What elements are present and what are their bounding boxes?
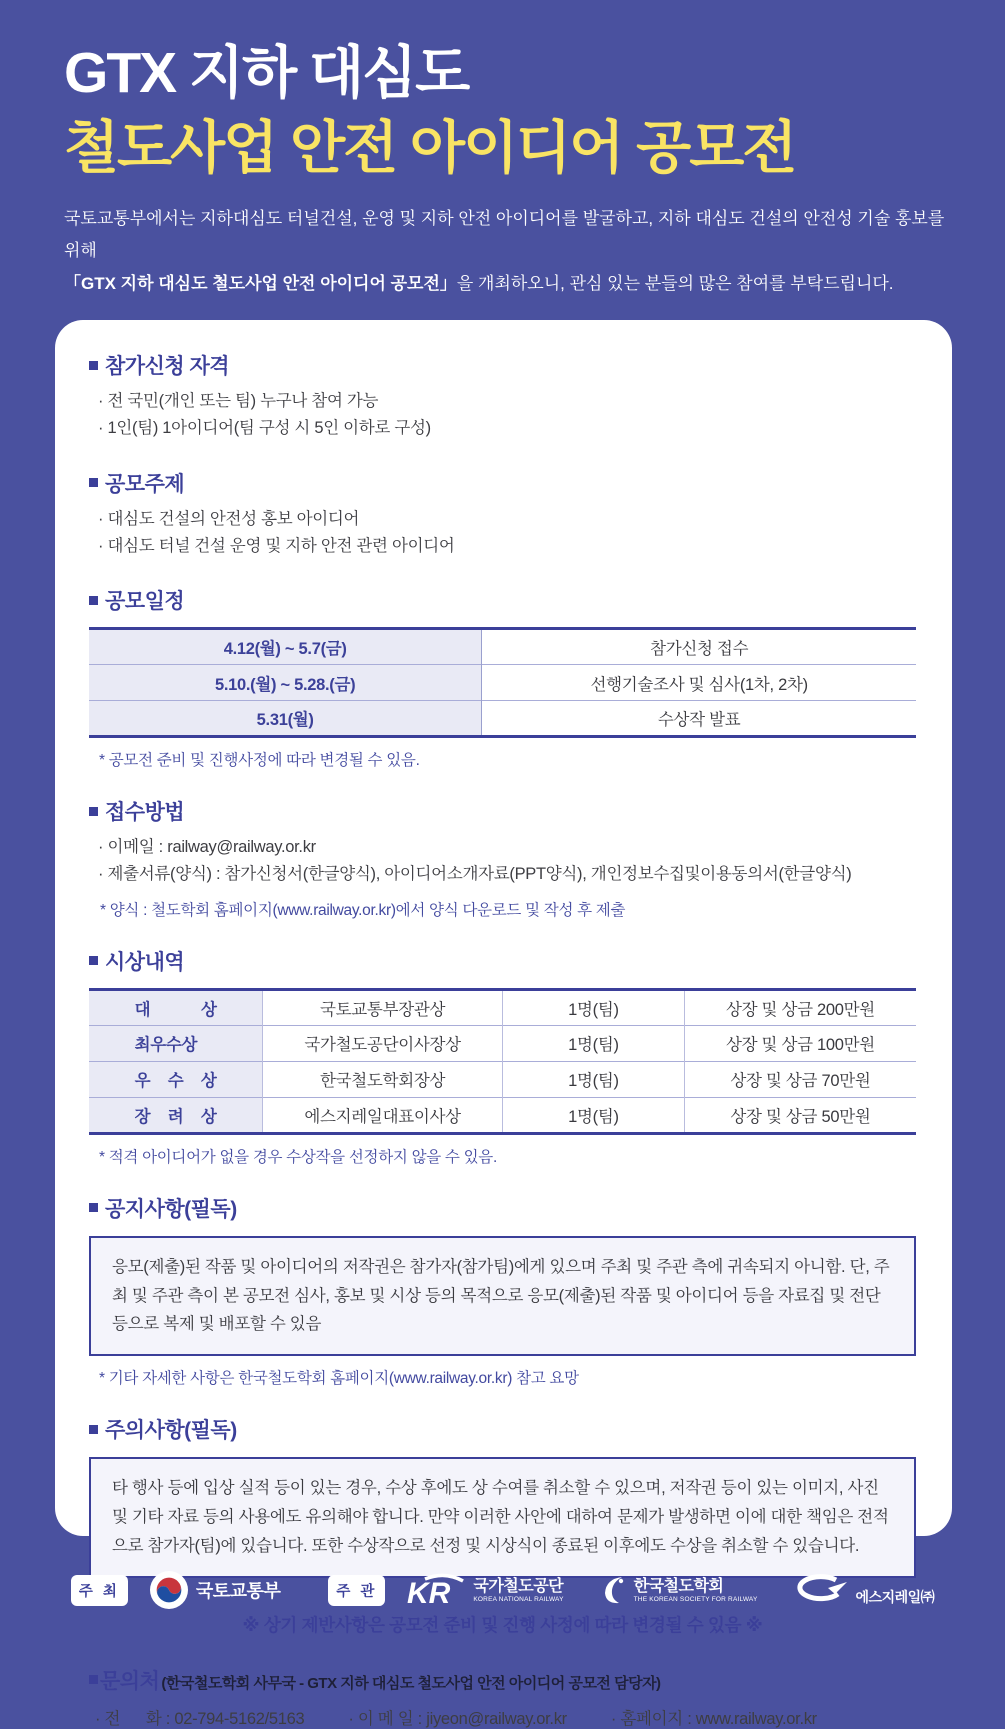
list-item: · 대심도 건설의 안전성 홍보 아이디어 [98, 509, 360, 528]
section-title: 참가신청 자격 [105, 355, 230, 379]
award-prize-cell: 상장 및 상금 100만원 [684, 1025, 916, 1061]
sgrail-logo-label: 에스지레일㈜ [855, 1589, 935, 1606]
section-notice [89, 1193, 916, 1389]
section-title: 공모일정 [105, 590, 185, 614]
square-bullet-icon [89, 1203, 98, 1212]
award-name-cell: 국토교통부장관상 [263, 989, 503, 1025]
poster-title-line2: 철도사업 안전 아이디어 공모전 [64, 116, 796, 181]
list-item: · 대심도 터널 건설 운영 및 지하 안전 관련 아이디어 [98, 536, 455, 555]
schedule-date-cell: 5.10.(월) ~ 5.28.(금) [89, 665, 482, 701]
contact-website: · 홈페이지 : www.railway.or.kr [610, 1709, 817, 1728]
section-title: 주의사항(필독) [105, 1419, 237, 1443]
square-bullet-icon [89, 596, 98, 605]
description-line1: 국토교통부에서는 지하대심도 터널건설, 운영 및 지하 안전 아이디어를 발굴하고, 지하 대심도 건설의 안전성 기술 홍보를 위해 [64, 208, 945, 261]
notice-box: 응모(제출)된 작품 및 아이디어의 저작권은 참가자(참가팀)에게 있으며 주최 및 주관 측에 귀속되지 아니함. 단, 주최 및 주관 측이 본 공모전 심사, 홍보 및 시상 등의 목적으로 응모(제출)된 작품 및 아이디어 등을 자료집 및 전단 등으로 복제 및 배포할 수 있음 [89, 1236, 916, 1357]
notice-note: * 기타 자세한 사항은 한국철도학회 홈페이지(www.railway.or.kr) 참고 요망 [99, 1370, 579, 1388]
award-count-cell: 1명(팀) [502, 1025, 684, 1061]
award-rank-cell: 우 수 상 [89, 1061, 263, 1097]
section-schedule-header [89, 585, 916, 615]
section-topic-header [89, 468, 916, 498]
list-item: · 1인(팀) 1아이디어(팀 구성 시 5인 이하로 구성) [98, 419, 431, 438]
table-row [89, 701, 916, 737]
table-row [89, 629, 916, 665]
table-row [89, 1097, 916, 1133]
award-name-cell: 국가철도공단이사장상 [263, 1025, 503, 1061]
sg-rail-logo-icon [790, 1573, 848, 1607]
square-bullet-icon [89, 361, 98, 370]
knr-logo [407, 1572, 564, 1611]
section-title: 시상내역 [105, 950, 185, 974]
award-count-cell: 1명(팀) [502, 1061, 684, 1097]
section-schedule [89, 585, 916, 770]
submission-note: * 양식 : 철도학회 홈페이지(www.railway.or.kr)에서 양식 다운로드 및 작성 후 제출 [100, 901, 626, 919]
section-awards [89, 946, 916, 1167]
ksr-bird-logo-icon [600, 1573, 626, 1607]
schedule-note: * 공모전 준비 및 진행사정에 따라 변경될 수 있음. [99, 752, 420, 770]
award-prize-cell: 상장 및 상금 70만원 [684, 1061, 916, 1097]
submission-documents: · 제출서류(양식) : 참가신청서(한글양식), 아이디어소개자료(PPT양식), 개인정보수집및이용동의서(한글양식) [98, 865, 852, 883]
change-disclaimer: ※ 상기 제반사항은 공모전 준비 및 진행 사정에 따라 변경될 수 있음 ※ [242, 1614, 763, 1635]
table-row [89, 1061, 916, 1097]
poster-header [0, 0, 1005, 300]
section-submission-header [89, 796, 916, 826]
section-eligibility-header [89, 350, 916, 380]
organizer-badge: 주 관 [328, 1575, 385, 1606]
contact-header [89, 1665, 916, 1695]
submission-email: · 이메일 : railway@railway.or.kr [98, 838, 316, 857]
description-line2-bold: 「GTX 지하 대심도 철도사업 안전 아이디어 공모전」 [64, 273, 457, 293]
contact-details [95, 1705, 916, 1729]
section-notice-header [89, 1193, 916, 1223]
table-row [89, 1025, 916, 1061]
award-count-cell: 1명(팀) [502, 1097, 684, 1133]
ksr-logo-subtext: THE KOREAN SOCIETY FOR RAILWAY [633, 1595, 758, 1603]
sgrail-logo [790, 1573, 935, 1607]
award-name-cell: 에스지레일대표이사상 [263, 1097, 503, 1133]
ksr-logo [600, 1573, 758, 1607]
poster-description [64, 203, 955, 301]
award-prize-cell: 상장 및 상금 200만원 [725, 1000, 875, 1019]
award-prize-cell: 상장 및 상금 50만원 [684, 1097, 916, 1133]
section-eligibility [89, 350, 916, 441]
award-rank-cell: 장 려 상 [89, 1097, 263, 1133]
molit-logo-label: 국토교통부 [195, 1581, 281, 1602]
list-item: · 전 국민(개인 또는 팀) 누구나 참여 가능 [98, 392, 379, 411]
section-contact [89, 1665, 916, 1729]
ksr-logo-label: 한국철도학회 [633, 1578, 724, 1596]
section-submission [89, 796, 916, 919]
table-row [89, 665, 916, 701]
awards-note: * 적격 아이디어가 없을 경우 수상작을 선정하지 않을 수 있음. [99, 1148, 497, 1166]
square-bullet-icon [89, 1675, 98, 1684]
host-badge: 주 최 [71, 1575, 128, 1606]
award-rank-cell: 대 상 [89, 989, 263, 1025]
contact-email: · 이 메 일 : jiyeon@railway.or.kr [348, 1709, 567, 1728]
schedule-table [89, 627, 916, 738]
award-name-cell: 한국철도학회장상 [263, 1061, 503, 1097]
award-count-cell: 1명(팀) [502, 989, 684, 1025]
caution-box: 타 행사 등에 입상 실적 등이 있는 경우, 수상 후에도 상 수여를 취소할 수 있으며, 저작권 등이 있는 이미지, 사진 및 기타 자료 등의 사용에도 유의해야 합니다. 만약 이러한 사안에 대하여 문제가 발생하면 이에 대한 책임은 전적으로 참가자(팀)에 있습니다. 또한 수상작으로 선정 및 시상식이 종료된 이후에도 수상을 취소할 수 있습니다. [89, 1457, 916, 1578]
section-title: 접수방법 [105, 801, 185, 825]
molit-taegeuk-logo-icon [150, 1571, 188, 1609]
poster-title-line1: GTX 지하 대심도 [64, 41, 469, 105]
award-rank-cell: 최우수상 [89, 1025, 263, 1061]
square-bullet-icon [89, 1425, 98, 1434]
awards-table [89, 988, 916, 1135]
schedule-desc-cell: 수상작 발표 [482, 701, 916, 737]
kr-logo-icon [407, 1572, 465, 1611]
contact-subtitle: (한국철도학회 사무국 - GTX 지하 대심도 철도사업 안전 아이디어 공모전 담당자) [161, 1674, 661, 1692]
square-bullet-icon [89, 807, 98, 816]
section-topic [89, 468, 916, 559]
section-title: 공지사항(필독) [105, 1197, 237, 1221]
schedule-desc-cell: 선행기술조사 및 심사(1차, 2차) [482, 665, 916, 701]
contact-title: 문의처 [100, 1669, 160, 1693]
molit-logo [150, 1571, 280, 1609]
section-awards-header [89, 946, 916, 976]
schedule-date-cell: 4.12(월) ~ 5.7(금) [89, 629, 482, 665]
knr-logo-subtext: KOREA NATIONAL RAILWAY [473, 1595, 564, 1603]
square-bullet-icon [89, 956, 98, 965]
description-line2-rest: 을 개최하오니, 관심 있는 분들의 많은 참여를 부탁드립니다. [456, 273, 894, 293]
section-caution-header [89, 1414, 916, 1444]
knr-logo-label: 국가철도공단 [473, 1578, 564, 1596]
section-caution [89, 1414, 916, 1578]
square-bullet-icon [89, 478, 98, 487]
svg-text:KR: KR [407, 1577, 451, 1611]
schedule-desc-cell: 참가신청 접수 [650, 640, 749, 659]
contact-phone: · 전 화 : 02-794-5162/5163 [95, 1709, 305, 1728]
section-title: 공모주제 [105, 472, 185, 496]
schedule-date-cell: 5.31(월) [89, 701, 482, 737]
table-row [89, 989, 916, 1025]
